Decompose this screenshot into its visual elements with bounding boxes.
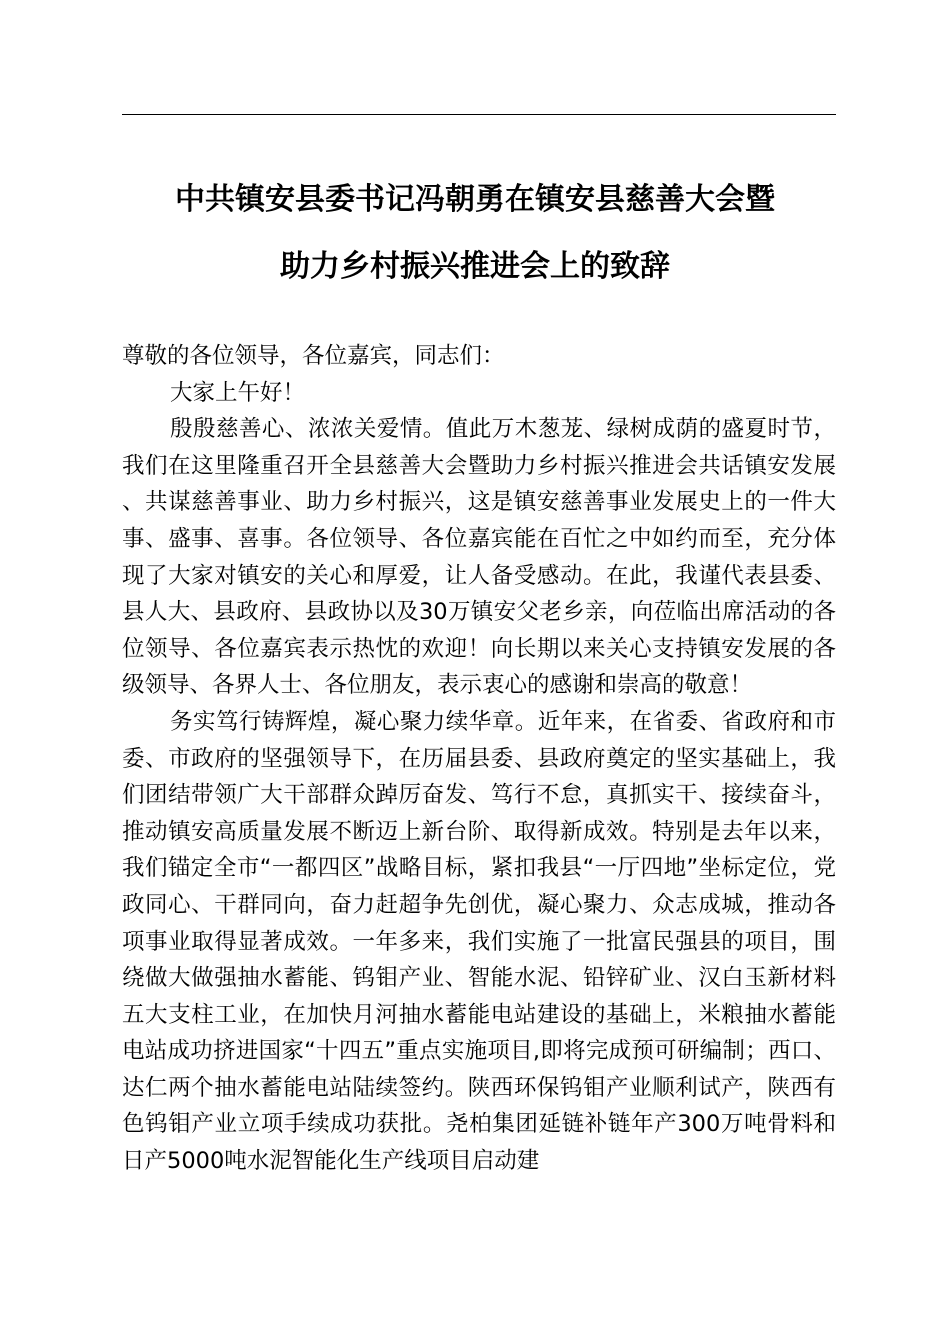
page-title-line-2: 助力乡村振兴推进会上的致辞 [280,249,670,284]
paragraph-welcome: 殷殷慈善心、浓浓关爱情。值此万木葱茏、绿树成荫的盛夏时节，我们在这里隆重召开全县慈善大会暨助力乡村振兴推进会共话镇安发展、共谋慈善事业、助力乡村振兴，这是镇安慈善事业发展史上的一件大事、盛事、喜事。各位领导、各位嘉宾能在百忙之中如约而至，充分体现了大家对镇安的关心和厚爱，让人备受感动。在此，我谨代表县委、县人大、县政府、县政协以及30万镇安父老乡亲，向莅临出席活动的各位领导、各位嘉宾表示热忱的欢迎！向长期以来关心支持镇安发展的各级领导、各界人士、各位朋友，表示衷心的感谢和崇高的敬意！ [122,416,836,699]
paragraph-greeting: 大家上午好！ [170,379,306,406]
salutation: 尊敬的各位领导，各位嘉宾，同志们： [122,343,505,369]
speech-body [122,338,836,1180]
page-title-line-1: 中共镇安县委书记冯朝勇在镇安县慈善大会暨 [175,182,775,217]
header-rule [122,114,836,115]
paragraph-achievements: 务实笃行铸辉煌，凝心聚力续华章。近年来，在省委、省政府和市委、市政府的坚强领导下，在历届县委、县政府奠定的坚实基础上，我们团结带领广大干部群众踔厉奋发、笃行不怠，真抓实干、接续奋斗，推动镇安高质量发展不断迈上新台阶、取得新成效。特别是去年以来，我们锚定全市“一都四区”战略目标，紧扣我县“一厅四地”坐标定位，党政同心、干群同向，奋力赶超争先创优，凝心聚力、众志成城，推动各项事业取得显著成效。一年多来，我们实施了一批富民强县的项目，围绕做大做强抽水蓄能、钨钼产业、智能水泥、铅锌矿业、汉白玉新材料五大支柱工业，在加快月河抽水蓄能电站建设的基础上，米粮抽水蓄能电站成功挤进国家“十四五”重点实施项目,即将完成预可研编制；西口、达仁两个抽水蓄能电站陆续签约。陕西环保钨钼产业顺利试产，陕西有色钨钼产业立项手续成功获批。尧柏集团延链补链年产300万吨骨料和日产5000吨水泥智能化生产线项目启动建 [122,708,836,1175]
